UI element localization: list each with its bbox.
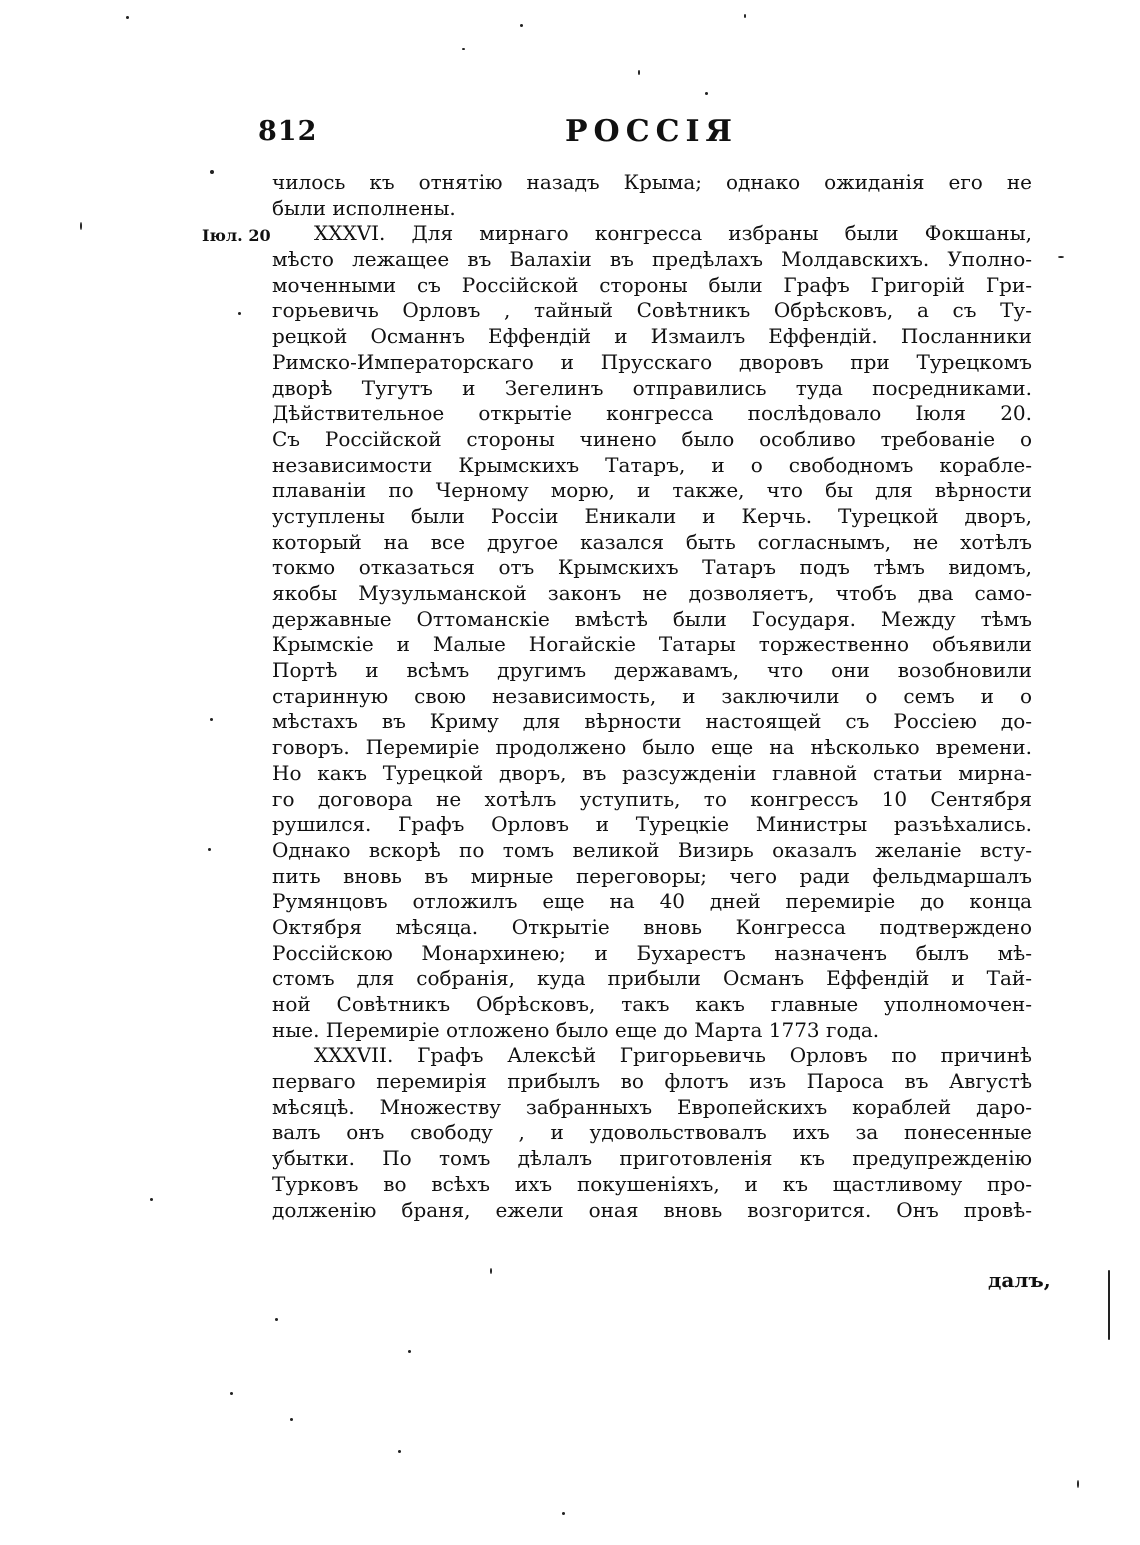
catchword: далъ, [988,1268,1051,1292]
text-line: державные Оттоманскіе вмѣстѣ были Государя. Между тѣмъ [272,606,1032,631]
running-head: РОССІЯ [565,114,738,149]
text-line: Крымскіе и Малые Ногайскіе Татары торжественно объявили [272,632,1032,657]
paragraph-start-xxxvii: XXXVII. Графъ Алексѣй Григорьевичь Орловъ по причинѣ [314,1043,1032,1068]
scan-speck [230,1392,233,1395]
text-line: Турковъ во всѣхъ ихъ покушеніяхъ, и къ щастливому про- [272,1171,1032,1196]
text-line: стомъ для собранія, куда прибыли Османъ Еффендій и Тай- [272,966,1032,991]
text-line: Съ Россійской стороны чинено было особливо требованіе о [272,426,1032,451]
scan-speck [80,222,82,230]
text-line: долженію браня, ежели оная вновь возгорится. Онъ провѣ- [272,1197,1032,1222]
scan-speck [1108,1270,1110,1340]
scan-speck [462,48,465,50]
text-line: уступлены были Россіи Еникали и Керчь. Турецкой дворъ, [272,503,1032,528]
text-line: плаваніи по Черному морю, и также, что бы для вѣрности [272,478,1032,503]
text-line: Дѣйствительное открытіе конгресса послѣдовало Іюля 20. [272,401,1032,426]
text-line: токмо отказаться отъ Крымскихъ Татаръ подъ тѣмъ видомъ, [272,555,1032,580]
scan-speck [1058,256,1064,258]
text-line: говоръ. Перемиріе продолжено было еще на нѣсколько времени. [272,735,1032,760]
text-line: ные. Перемиріе отложено было еще до Марта 1773 года. [272,1017,880,1042]
margin-date-note: Іюл. 20 [202,226,271,245]
text-line: валъ онъ свободу , и удовольствовалъ ихъ за понесенные [272,1120,1032,1145]
text-line: мѣсто лежащее въ Валахіи въ предѣлахъ Молдавскихъ. Уполно- [272,247,1032,272]
text-line: Румянцовъ отложилъ еще на 40 дней перемиріе до конца [272,889,1032,914]
scan-speck [744,14,746,18]
scan-speck [238,312,241,315]
scan-speck [520,24,523,27]
scan-speck [150,1198,153,1201]
text-line: рушился. Графъ Орловъ и Турецкіе Министры разъѣхались. [272,812,1032,837]
text-line: го договора не хотѣлъ уступить, то конгрессъ 10 Сентября [272,786,1032,811]
scan-speck [705,92,708,95]
text-line: который на все другое казался быть согласнымъ, не хотѣлъ [272,529,1032,554]
text-line: перваго перемирія прибылъ во флотъ изъ Пароса въ Августѣ [272,1069,1032,1094]
text-line: пить вновь въ мирные переговоры; чего ради фельдмаршалъ [272,863,1032,888]
scan-speck [490,1268,492,1274]
text-line: ной Совѣтникъ Обрѣсковъ, такъ какъ главные уполномочен- [272,992,1032,1016]
page-number: 812 [258,116,318,147]
text-line: Римско-Императорскаго и Прусскаго дворовъ при Турецкомъ [272,349,1032,374]
text-line: якобы Музульманской законъ не дозволяетъ, чтобъ два само- [272,581,1032,605]
scan-speck [638,70,640,75]
text-line: были исполнены. [272,195,456,220]
text-line: чилось къ отнятію назадъ Крыма; однако ожиданія его не [272,170,1032,194]
text-line: Однако вскорѣ по томъ великой Визирь оказалъ желаніе всту- [272,837,1032,862]
scan-speck [126,16,129,19]
scan-speck [562,1512,565,1515]
paragraph-start-xxxvi: XXXVI. Для мирнаго конгресса избраны были Фокшаны, [314,221,1032,246]
scan-speck [210,170,214,174]
text-line: убытки. По томъ дѣлалъ приготовленія къ предупрежденію [272,1146,1032,1171]
scan-speck [275,1318,278,1321]
scan-speck [210,718,213,721]
scan-speck [208,848,211,851]
text-line: мѣсяцѣ. Множеству забранныхъ Европейскихъ кораблей даро- [272,1094,1032,1119]
text-line: рецкой Османнъ Еффендій и Измаилъ Еффендій. Посланники [272,324,1032,349]
text-line: дворѣ Тугутъ и Зегелинъ отправились туда посредниками. [272,375,1032,400]
scan-speck [398,1450,401,1453]
scan-speck [290,1418,293,1421]
scan-speck [1077,1480,1079,1488]
scan-speck [408,1350,411,1353]
text-line: независимости Крымскихъ Татаръ, и о свободномъ кораблe- [272,452,1032,477]
text-line: Октября мѣсяца. Открытіе вновь Конгресса подтверждено [272,914,1032,939]
text-line: горьевичь Орловъ , тайный Совѣтникъ Обрѣсковъ, а съ Ту- [272,298,1032,323]
text-line: Портѣ и всѣмъ другимъ державамъ, что они возобновили [272,658,1032,683]
body-text [272,170,1032,1223]
text-line: старинную свою независимость, и заключили о семъ и о [272,683,1032,708]
text-line: Но какъ Турецкой дворъ, въ разсужденіи главной статьи мирна- [272,760,1032,785]
text-line: мѣстахъ въ Криму для вѣрности настоящей съ Россіею до- [272,709,1032,734]
text-line: Россійскою Монархинею; и Бухарестъ назначенъ былъ мѣ- [272,940,1032,965]
text-line: моченными съ Россійской стороны были Графъ Григорій Гри- [272,272,1032,297]
